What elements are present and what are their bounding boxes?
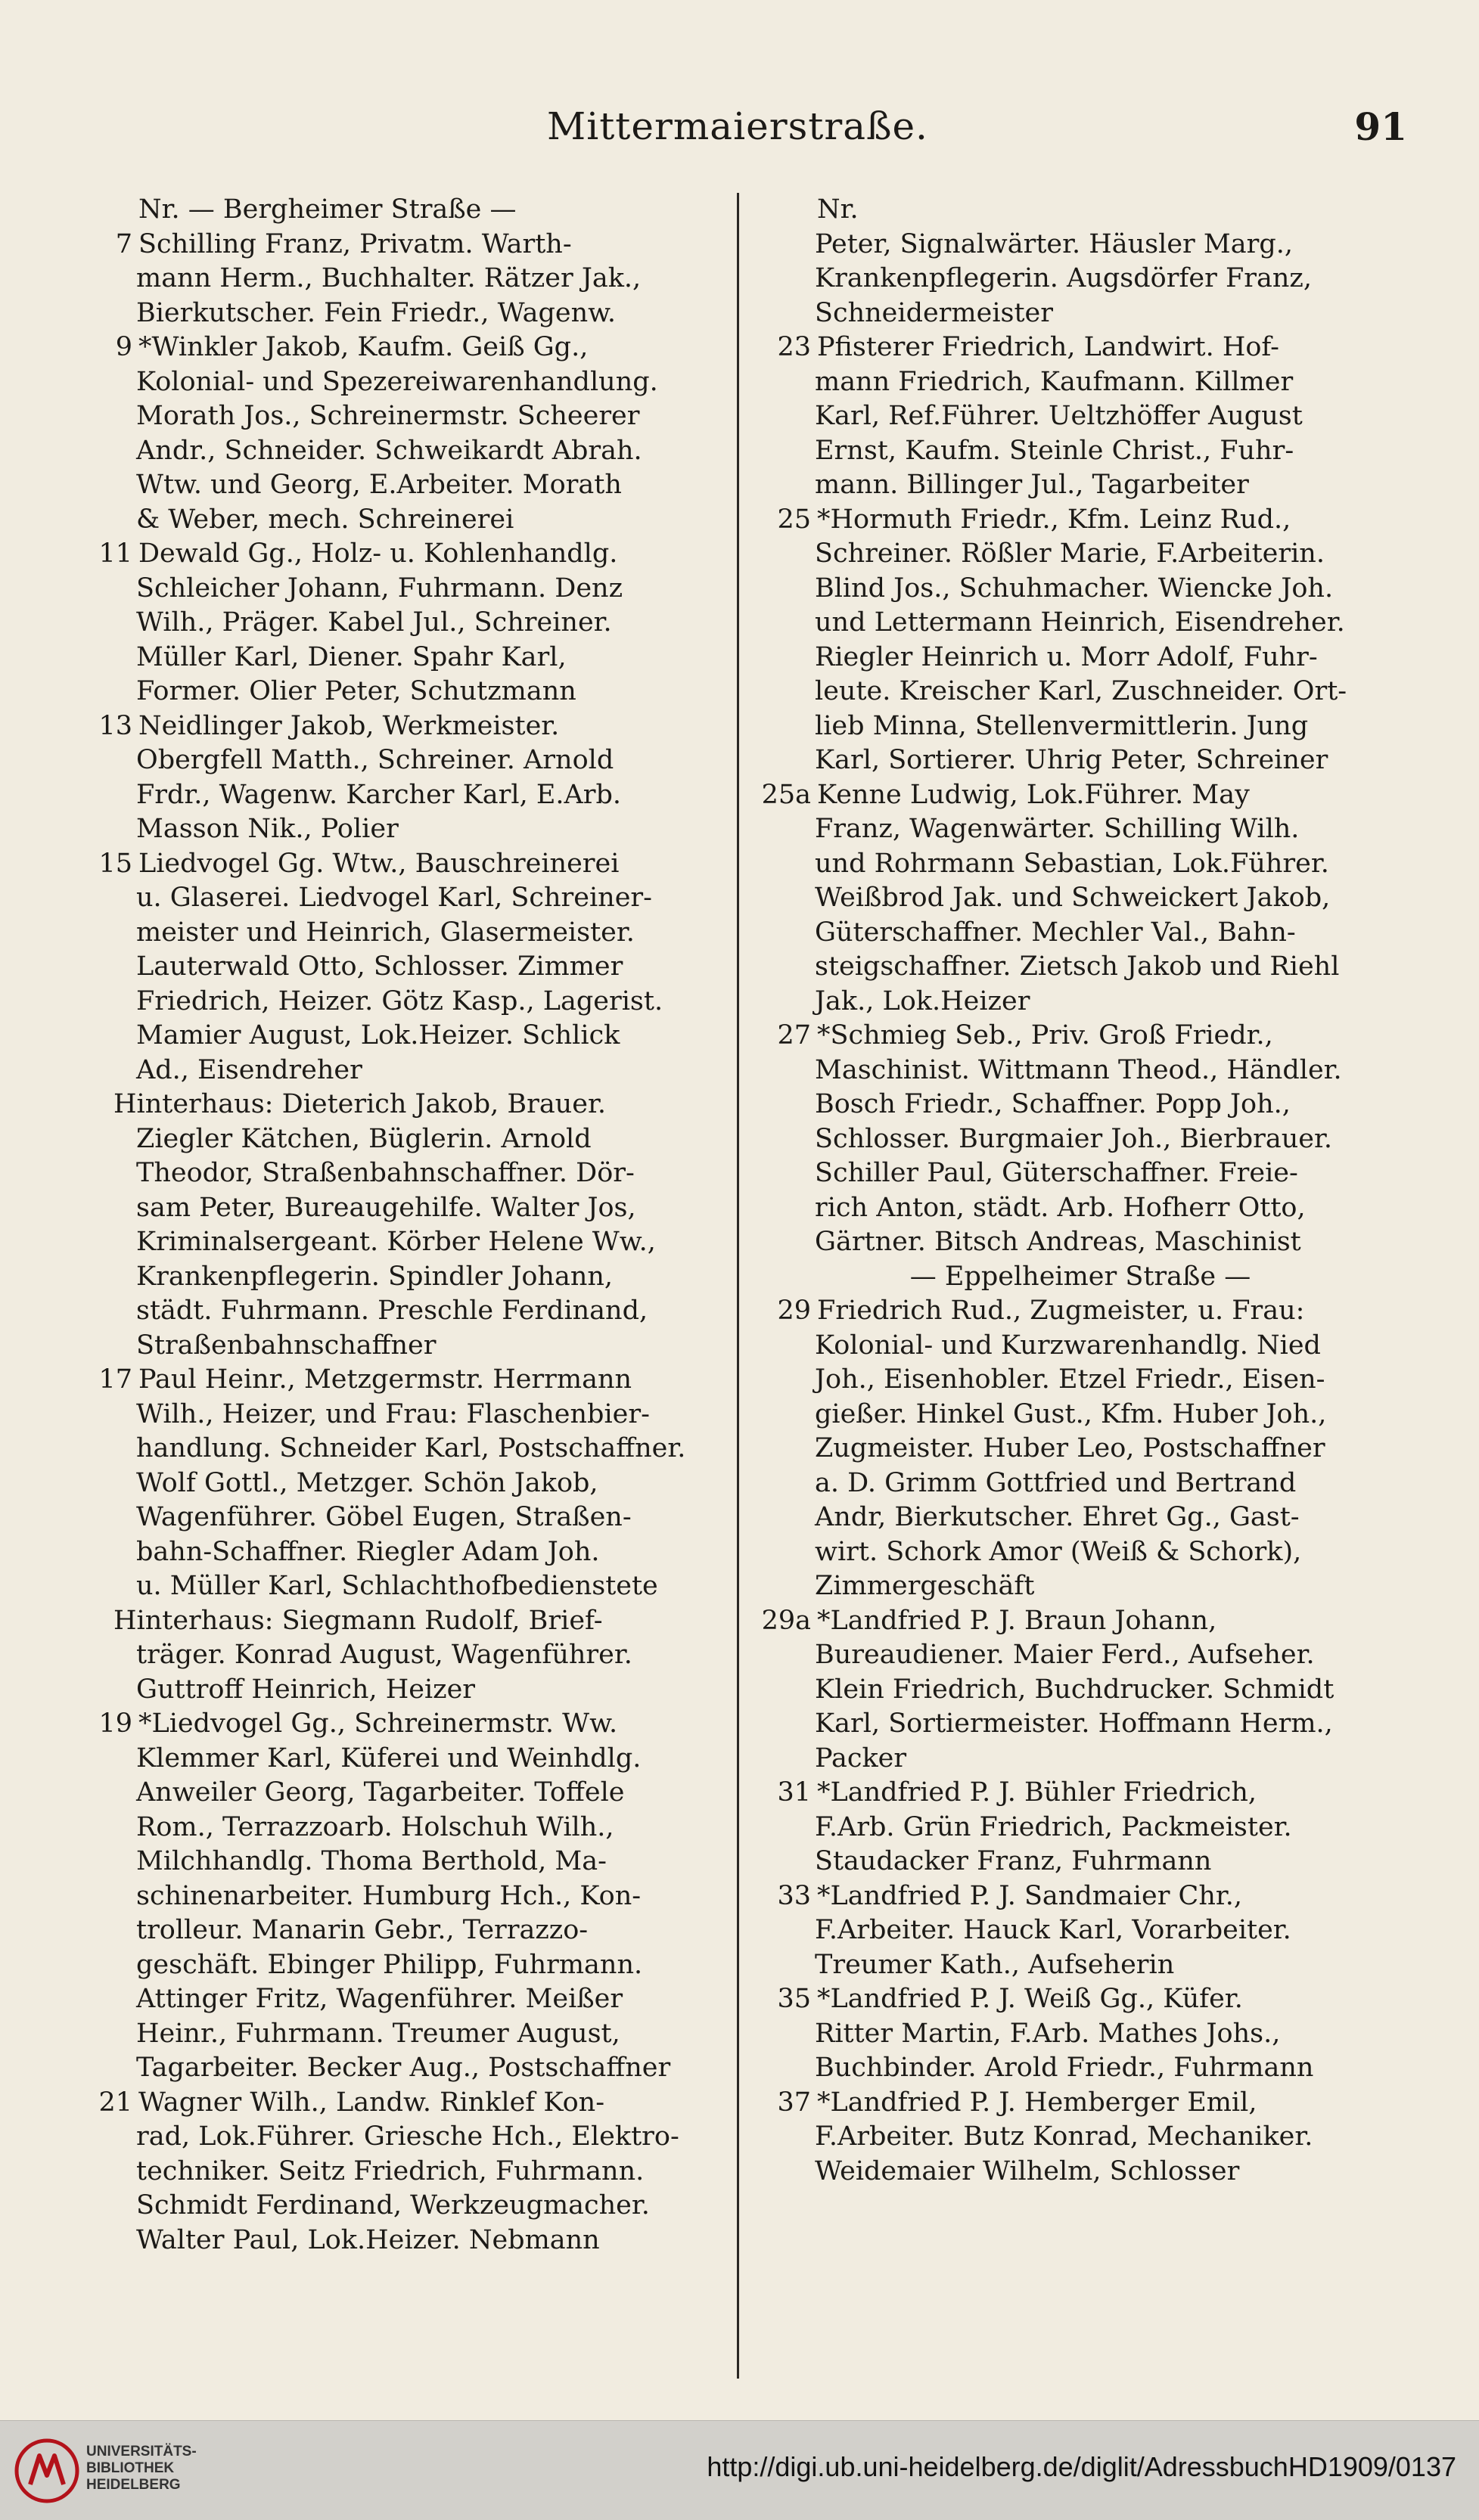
- entry-line: [72, 641, 721, 675]
- house-number: 25a: [761, 779, 811, 810]
- entry-line: [72, 1122, 721, 1157]
- entry-text: Ziegler Kätchen, Büglerin. Arnold: [136, 1123, 592, 1154]
- entry-line: [72, 675, 721, 709]
- entry-text: Walter Paul, Lok.Heizer. Nebmann: [136, 2224, 600, 2255]
- running-head: [68, 89, 1407, 157]
- entry-line: [750, 1466, 1410, 1501]
- entry-text: Wagner Wilh., Landw. Rinklef Kon-: [138, 2087, 605, 2118]
- entry-line: [72, 1879, 721, 1914]
- entry-line: [72, 1398, 721, 1432]
- entry-text: Bierkutscher. Fein Friedr., Wagenw.: [136, 297, 617, 328]
- entry-text: bahn-Schaffner. Riegler Adam Joh.: [136, 1536, 600, 1567]
- entry-line: [72, 1742, 721, 1777]
- entry-line: [72, 434, 721, 469]
- entry-text: Heinr., Fuhrmann. Treumer August,: [136, 2018, 620, 2049]
- house-number: 9: [115, 332, 132, 362]
- entry-text: Nr. — Bergheimer Straße —: [138, 194, 517, 225]
- entry-line: [750, 1225, 1410, 1260]
- entry-text: Jak., Lok.Heizer: [815, 985, 1030, 1016]
- entry-line: [72, 881, 721, 916]
- house-entry-line: [750, 1604, 1410, 1639]
- entry-text: Gärtner. Bitsch Andreas, Maschinist: [815, 1227, 1301, 1257]
- entry-text: F.Arbeiter. Hauck Karl, Vorarbeiter.: [815, 1915, 1291, 1945]
- entry-line: [750, 228, 1410, 262]
- entry-line: [72, 916, 721, 951]
- entry-text: Kenne Ludwig, Lok.Führer. May: [817, 779, 1250, 810]
- entry-text: Wolf Gottl., Metzger. Schön Jakob,: [136, 1467, 598, 1498]
- entry-line: [72, 1845, 721, 1879]
- entry-text: sam Peter, Bureaugehilfe. Walter Jos,: [136, 1192, 636, 1223]
- entry-text: Hinterhaus: Dieterich Jakob, Brauer.: [113, 1089, 606, 1119]
- entry-text: mann. Billinger Jul., Tagarbeiter: [815, 470, 1249, 500]
- house-entry-line: [750, 1879, 1410, 1914]
- entry-text: Karl, Sortierer. Uhrig Peter, Schreiner: [815, 745, 1328, 775]
- entry-text: rich Anton, städt. Arb. Hofherr Otto,: [815, 1192, 1306, 1223]
- entry-text: Schlosser. Burgmaier Joh., Bierbrauer.: [815, 1123, 1333, 1154]
- entry-line: [72, 1294, 721, 1329]
- entry-text: Schilling Franz, Privatm. Warth-: [138, 228, 572, 259]
- entry-text: schinenarbeiter. Humburg Hch., Kon-: [136, 1880, 642, 1911]
- entry-line: [72, 1019, 721, 1054]
- house-number: 27: [777, 1020, 811, 1051]
- house-entry-line: [750, 1019, 1410, 1054]
- entry-text: F.Arbeiter. Butz Konrad, Mechaniker.: [815, 2121, 1313, 2152]
- entry-text: Schneidermeister: [815, 297, 1053, 328]
- entry-line: [750, 1707, 1410, 1742]
- source-url-link[interactable]: http://digi.ub.uni-heidelberg.de/diglit/AdressbuchHD1909/0137: [707, 2451, 1456, 2482]
- entry-text: Karl, Ref.Führer. Ueltzhöffer August: [815, 401, 1303, 431]
- entry-line: [72, 1638, 721, 1673]
- entry-line: [72, 1811, 721, 1845]
- entry-line: [750, 2051, 1410, 2086]
- entry-text: Wilh., Präger. Kabel Jul., Schreiner.: [136, 607, 612, 638]
- entry-line: [750, 1845, 1410, 1879]
- entry-line: [72, 1260, 721, 1295]
- entry-text: Anweiler Georg, Tagarbeiter. Toffele: [136, 1777, 625, 1808]
- entry-text: Krankenpflegerin. Augsdörfer Franz,: [815, 263, 1312, 293]
- entry-line: [750, 743, 1410, 778]
- entry-line: [72, 365, 721, 400]
- entry-text: Neidlinger Jakob, Werkmeister.: [138, 710, 560, 741]
- house-entry-line: [72, 709, 721, 744]
- house-entry-line: [72, 228, 721, 262]
- entry-line: [750, 468, 1410, 503]
- entry-line: [72, 743, 721, 778]
- entry-line: [750, 1398, 1410, 1432]
- entry-text: Pfisterer Friedrich, Landwirt. Hof-: [817, 332, 1279, 362]
- entry-line: [750, 950, 1410, 985]
- entry-text: träger. Konrad August, Wagenführer.: [136, 1640, 632, 1670]
- entry-line: [750, 399, 1410, 434]
- entry-line: [750, 1363, 1410, 1398]
- entry-text: Joh., Eisenhobler. Etzel Friedr., Eisen-: [815, 1364, 1325, 1395]
- entry-text: — Eppelheimer Straße —: [909, 1261, 1251, 1292]
- entry-line: [750, 1260, 1410, 1295]
- right-column: [750, 193, 1410, 2189]
- entry-text: Kolonial- und Spezereiwarenhandlung.: [136, 366, 658, 397]
- entry-text: leute. Kreischer Karl, Zuschneider. Ort-: [815, 676, 1347, 706]
- entry-line: [750, 1122, 1410, 1157]
- entry-text: Ernst, Kaufm. Steinle Christ., Fuhr-: [815, 435, 1294, 466]
- entry-line: [72, 296, 721, 331]
- entry-line: [750, 641, 1410, 675]
- entry-line: [750, 1088, 1410, 1122]
- house-entry-line: [750, 2086, 1410, 2121]
- entry-line: [750, 1673, 1410, 1708]
- entry-text: Zugmeister. Huber Leo, Postschaffner: [815, 1433, 1325, 1463]
- house-entry-line: [750, 778, 1410, 813]
- entry-text: Lauterwald Otto, Schlosser. Zimmer: [136, 951, 623, 982]
- entry-text: Schreiner. Rößler Marie, F.Arbeiterin.: [815, 538, 1325, 569]
- entry-line: [72, 950, 721, 985]
- entry-text: u. Müller Karl, Schlachthofbedienstete: [136, 1571, 658, 1601]
- entry-text: Former. Olier Peter, Schutzmann: [136, 676, 576, 706]
- entry-text: Masson Nik., Polier: [136, 814, 399, 844]
- entry-line: [750, 985, 1410, 1019]
- house-number: 33: [777, 1880, 811, 1911]
- entry-line: [72, 1329, 721, 1364]
- entry-line: [72, 1535, 721, 1570]
- house-number: 13: [98, 710, 132, 741]
- entry-line: [750, 1638, 1410, 1673]
- column-divider: [737, 193, 739, 2379]
- entry-line: [750, 1156, 1410, 1191]
- entry-line: [750, 1742, 1410, 1777]
- entry-text: Dewald Gg., Holz- u. Kohlenhandlg.: [138, 538, 618, 569]
- entry-text: & Weber, mech. Schreinerei: [136, 504, 514, 535]
- viewer-footer: [0, 2420, 1479, 2520]
- entry-line: [72, 1225, 721, 1260]
- entry-line: [72, 2051, 721, 2086]
- entry-line: [750, 1948, 1410, 1983]
- entry-line: [750, 1569, 1410, 1604]
- entry-text: Morath Jos., Schreinermstr. Scheerer: [136, 401, 640, 431]
- entry-text: mann Friedrich, Kaufmann. Killmer: [815, 366, 1294, 397]
- house-number: 17: [98, 1364, 132, 1395]
- house-number: 37: [777, 2087, 811, 2118]
- entry-text: Müller Karl, Diener. Spahr Karl,: [136, 641, 567, 672]
- entry-text: Karl, Sortiermeister. Hoffmann Herm.,: [815, 1708, 1333, 1739]
- house-entry-line: [750, 1982, 1410, 2017]
- entry-text: Weißbrod Jak. und Schweickert Jakob,: [815, 883, 1331, 913]
- entry-line: [72, 1054, 721, 1088]
- entry-text: Peter, Signalwärter. Häusler Marg.,: [815, 228, 1293, 259]
- entry-line: [72, 2155, 721, 2189]
- library-name-line: BIBLIOTHEK: [86, 2460, 175, 2476]
- entry-line: [750, 847, 1410, 882]
- library-name: [86, 2444, 197, 2494]
- entry-line: [72, 1776, 721, 1811]
- entry-line: [72, 812, 721, 847]
- entry-line: [72, 399, 721, 434]
- entry-text: Wagenführer. Göbel Eugen, Straßen-: [136, 1502, 632, 1532]
- entry-line: [72, 985, 721, 1019]
- entry-line: [750, 1191, 1410, 1226]
- entry-text: gießer. Hinkel Gust., Kfm. Huber Joh.,: [815, 1398, 1327, 1429]
- entry-line: [72, 1191, 721, 1226]
- entry-text: Friedrich Rud., Zugmeister, u. Frau:: [817, 1296, 1305, 1326]
- house-entry-line: [750, 503, 1410, 538]
- entry-text: u. Glaserei. Liedvogel Karl, Schreiner-: [136, 883, 652, 913]
- house-number: 19: [98, 1708, 132, 1739]
- entry-line: [72, 2224, 721, 2258]
- entry-text: Wtw. und Georg, E.Arbeiter. Morath: [136, 470, 622, 500]
- entry-line: [750, 709, 1410, 744]
- entry-line: [750, 1501, 1410, 1535]
- entry-text: techniker. Seitz Friedrich, Fuhrmann.: [136, 2155, 645, 2186]
- entry-line: [750, 1811, 1410, 1845]
- entry-line: [750, 296, 1410, 331]
- entry-text: Bureaudiener. Maier Ferd., Aufseher.: [815, 1640, 1315, 1670]
- entry-text: Klemmer Karl, Küferei und Weinhdlg.: [136, 1743, 642, 1774]
- entry-text: *Landfried P. J. Braun Johann,: [817, 1605, 1217, 1636]
- entry-line: [750, 1913, 1410, 1948]
- entry-text: Krankenpflegerin. Spindler Johann,: [136, 1261, 614, 1292]
- entry-text: Tagarbeiter. Becker Aug., Postschaffner: [136, 2053, 671, 2083]
- entry-line: [750, 537, 1410, 572]
- entry-line: [750, 881, 1410, 916]
- entry-line: [72, 1673, 721, 1708]
- entry-text: Ad., Eisendreher: [136, 1054, 362, 1085]
- entry-text: *Winkler Jakob, Kaufm. Geiß Gg.,: [138, 332, 589, 362]
- house-entry-line: [750, 1776, 1410, 1811]
- entry-line: [72, 503, 721, 538]
- entry-line: [750, 2017, 1410, 2052]
- house-entry-line: [72, 2086, 721, 2121]
- entry-text: Liedvogel Gg. Wtw., Bauschreinerei: [138, 848, 620, 879]
- entry-line: [72, 1982, 721, 2017]
- house-entry-line: [72, 1363, 721, 1398]
- entry-text: Kriminalsergeant. Körber Helene Ww.,: [136, 1227, 656, 1257]
- page-number: 91: [1354, 104, 1407, 149]
- entry-text: Milchhandlg. Thoma Berthold, Ma-: [136, 1846, 607, 1876]
- entry-line: [750, 675, 1410, 709]
- entry-text: und Rohrmann Sebastian, Lok.Führer.: [815, 848, 1329, 879]
- entry-text: Schiller Paul, Güterschaffner. Freie-: [815, 1158, 1298, 1188]
- entry-line: [72, 606, 721, 641]
- library-name-line: HEIDELBERG: [86, 2477, 181, 2493]
- library-name-line: UNIVERSITÄTS-: [86, 2444, 197, 2459]
- entry-text: Klein Friedrich, Buchdrucker. Schmidt: [815, 1674, 1335, 1705]
- entry-text: Rom., Terrazzoarb. Holschuh Wilh.,: [136, 1811, 614, 1842]
- entry-text: Treumer Kath., Aufseherin: [815, 1949, 1175, 1980]
- entry-text: Paul Heinr., Metzgermstr. Herrmann: [138, 1364, 632, 1395]
- page-title: Mittermaierstraße.: [547, 104, 928, 148]
- entry-text: Güterschaffner. Mechler Val., Bahn-: [815, 917, 1296, 948]
- entry-line: [750, 812, 1410, 847]
- university-seal-icon: [14, 2438, 80, 2504]
- entry-text: Nr.: [817, 194, 859, 225]
- entry-text: Kolonial- und Kurzwarenhandlg. Nied: [815, 1330, 1321, 1361]
- entry-line: [72, 1156, 721, 1191]
- entry-text: Bosch Friedr., Schaffner. Popp Joh.,: [815, 1089, 1291, 1119]
- entry-text: Friedrich, Heizer. Götz Kasp., Lagerist.: [136, 985, 663, 1016]
- entry-line: [750, 2155, 1410, 2189]
- entry-line: [750, 572, 1410, 607]
- entry-text: Mamier August, Lok.Heizer. Schlick: [136, 1020, 620, 1051]
- entry-line: [72, 1913, 721, 1948]
- entry-text: handlung. Schneider Karl, Postschaffner.: [136, 1433, 686, 1463]
- entry-line: [750, 1432, 1410, 1466]
- left-column: [72, 193, 721, 2258]
- house-number: 29: [777, 1296, 811, 1326]
- entry-line: [72, 468, 721, 503]
- house-number: 31: [777, 1777, 811, 1808]
- entry-line: [72, 1466, 721, 1501]
- entry-text: und Lettermann Heinrich, Eisendreher.: [815, 607, 1345, 638]
- entry-text: Hinterhaus: Siegmann Rudolf, Brief-: [113, 1605, 603, 1636]
- entry-line: [72, 1501, 721, 1535]
- entry-text: steigschaffner. Zietsch Jakob und Riehl: [815, 951, 1340, 982]
- entry-line: [72, 2120, 721, 2155]
- house-entry-line: [72, 537, 721, 572]
- entry-line: [750, 1535, 1410, 1570]
- entry-text: mann Herm., Buchhalter. Rätzer Jak.,: [136, 263, 642, 293]
- entry-line: [72, 1569, 721, 1604]
- entry-text: städt. Fuhrmann. Preschle Ferdinand,: [136, 1296, 648, 1326]
- entry-line: [750, 365, 1410, 400]
- entry-line: [72, 262, 721, 296]
- entry-text: Frdr., Wagenw. Karcher Karl, E.Arb.: [136, 779, 622, 810]
- entry-text: a. D. Grimm Gottfried und Bertrand: [815, 1467, 1297, 1498]
- entry-line: [72, 1604, 721, 1639]
- entry-text: *Landfried P. J. Bühler Friedrich,: [817, 1777, 1257, 1808]
- house-number: 11: [98, 538, 132, 569]
- entry-text: geschäft. Ebinger Philipp, Fuhrmann.: [136, 1949, 643, 1980]
- entry-text: Schmidt Ferdinand, Werkzeugmacher.: [136, 2190, 650, 2221]
- entry-text: Ritter Martin, F.Arb. Mathes Johs.,: [815, 2018, 1281, 2049]
- house-number: 15: [98, 848, 132, 879]
- entry-text: Andr, Bierkutscher. Ehret Gg., Gast-: [815, 1502, 1300, 1532]
- entry-text: Straßenbahnschaffner: [136, 1330, 437, 1361]
- entry-text: trolleur. Manarin Gebr., Terrazzo-: [136, 1915, 589, 1945]
- house-entry-line: [750, 331, 1410, 365]
- house-entry-line: [72, 847, 721, 882]
- entry-line: [750, 262, 1410, 296]
- entry-text: Obergfell Matth., Schreiner. Arnold: [136, 745, 614, 775]
- entry-line: [72, 2189, 721, 2224]
- house-number: 25: [777, 504, 811, 535]
- entry-text: Andr., Schneider. Schweikardt Abrah.: [136, 435, 642, 466]
- entry-text: Schleicher Johann, Fuhrmann. Denz: [136, 573, 623, 604]
- house-entry-line: [750, 1294, 1410, 1329]
- entry-text: rad, Lok.Führer. Griesche Hch., Elektro-: [136, 2121, 679, 2152]
- entry-line: [72, 1948, 721, 1983]
- house-number: 7: [115, 228, 132, 259]
- entry-line: [72, 778, 721, 813]
- entry-line: [750, 2120, 1410, 2155]
- entry-text: meister und Heinrich, Glasermeister.: [136, 917, 635, 948]
- entry-line: [72, 1088, 721, 1122]
- entry-line: [72, 2017, 721, 2052]
- entry-text: Guttroff Heinrich, Heizer: [136, 1674, 476, 1705]
- entry-line: [72, 1432, 721, 1466]
- entry-text: Wilh., Heizer, und Frau: Flaschenbier-: [136, 1398, 650, 1429]
- entry-text: Packer: [815, 1743, 907, 1774]
- house-number: 23: [777, 332, 811, 362]
- entry-text: F.Arb. Grün Friedrich, Packmeister.: [815, 1811, 1292, 1842]
- entry-text: Staudacker Franz, Fuhrmann: [815, 1846, 1212, 1876]
- entry-text: Blind Jos., Schuhmacher. Wiencke Joh.: [815, 573, 1334, 604]
- entry-line: [750, 1329, 1410, 1364]
- entry-line: [750, 606, 1410, 641]
- entry-text: *Schmieg Seb., Priv. Groß Friedr.,: [817, 1020, 1273, 1051]
- entry-line: [750, 434, 1410, 469]
- entry-line: [72, 193, 721, 228]
- house-entry-line: [72, 331, 721, 365]
- entry-line: [72, 572, 721, 607]
- entry-text: Maschinist. Wittmann Theod., Händler.: [815, 1054, 1342, 1085]
- entry-line: [750, 193, 1410, 228]
- entry-text: Weidemaier Wilhelm, Schlosser: [815, 2155, 1240, 2186]
- entry-text: Zimmergeschäft: [815, 1571, 1035, 1601]
- entry-text: Buchbinder. Arold Friedr., Fuhrmann: [815, 2053, 1314, 2083]
- house-number: 21: [98, 2087, 132, 2118]
- entry-text: lieb Minna, Stellenvermittlerin. Jung: [815, 710, 1309, 741]
- entry-text: Franz, Wagenwärter. Schilling Wilh.: [815, 814, 1300, 844]
- entry-line: [750, 916, 1410, 951]
- entry-text: wirt. Schork Amor (Weiß & Schork),: [815, 1536, 1302, 1567]
- house-number: 35: [777, 1984, 811, 2014]
- entry-line: [750, 1054, 1410, 1088]
- house-number: 29a: [761, 1605, 811, 1636]
- house-entry-line: [72, 1707, 721, 1742]
- entry-text: *Landfried P. J. Sandmaier Chr.,: [817, 1880, 1243, 1911]
- entry-text: Attinger Fritz, Wagenführer. Meißer: [136, 1984, 623, 2014]
- entry-text: *Liedvogel Gg., Schreinermstr. Ww.: [138, 1708, 618, 1739]
- entry-text: Theodor, Straßenbahnschaffner. Dör-: [136, 1158, 635, 1188]
- entry-text: *Landfried P. J. Weiß Gg., Küfer.: [817, 1984, 1243, 2014]
- entry-text: Riegler Heinrich u. Morr Adolf, Fuhr-: [815, 641, 1318, 672]
- entry-text: *Landfried P. J. Hemberger Emil,: [817, 2087, 1257, 2118]
- entry-text: *Hormuth Friedr., Kfm. Leinz Rud.,: [817, 504, 1291, 535]
